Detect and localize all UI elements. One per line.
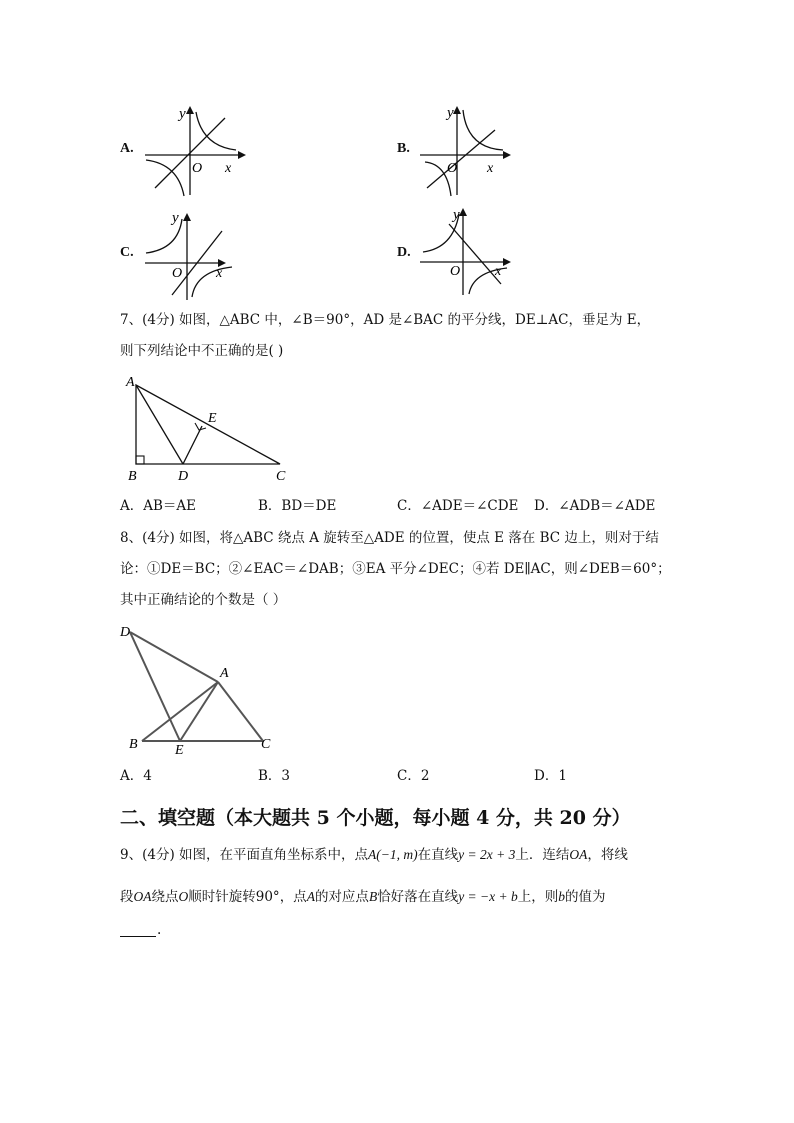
point-d-label: D bbox=[120, 625, 131, 640]
q9-text: 上．连结 bbox=[515, 847, 570, 863]
q9-point-b: B bbox=[368, 889, 378, 904]
q7-option-d[interactable]: D．∠ADB＝∠ADE bbox=[534, 498, 656, 514]
q9-answer-blank[interactable] bbox=[120, 924, 156, 937]
q9-variable-b: b bbox=[558, 889, 566, 904]
x-axis-label: x bbox=[487, 161, 494, 176]
point-a-label: A bbox=[220, 666, 229, 681]
origin-label: O bbox=[447, 161, 458, 176]
point-e-label: E bbox=[208, 411, 217, 426]
q6-option-a-label[interactable]: A. bbox=[120, 141, 134, 156]
x-axis-label: x bbox=[216, 266, 223, 281]
q9-stem-line2 bbox=[120, 890, 606, 905]
q9-angle: 90° bbox=[255, 889, 280, 905]
q8-stem-line3: 其中正确结论的个数是（ ） bbox=[120, 592, 287, 608]
q6-graph-a bbox=[140, 100, 250, 200]
q9-stem-line1 bbox=[120, 848, 628, 863]
q9-text: 9、(4分) 如图，在平面直角坐标系中，点 bbox=[120, 847, 369, 863]
y-axis-label: y bbox=[453, 207, 460, 223]
q7-stem-line1: 7、(4分) 如图，△ABC 中，∠B＝90°，AD 是∠BAC 的平分线，DE⊥AC，垂足为 E， bbox=[120, 312, 651, 328]
q6-option-d-label[interactable]: D. bbox=[397, 245, 411, 260]
q8-option-b[interactable]: B．3 bbox=[258, 768, 291, 784]
q7-option-b[interactable]: B．BD＝DE bbox=[258, 498, 337, 514]
q8-option-a[interactable]: A．4 bbox=[120, 768, 152, 784]
q6-graph-d bbox=[415, 200, 525, 300]
point-a-label: A bbox=[126, 375, 135, 390]
q9-text: 恰好落在直线 bbox=[377, 889, 459, 905]
q9-line-equation-2: y = −x + b bbox=[458, 889, 518, 904]
origin-label: O bbox=[172, 266, 183, 281]
q6-option-c-label[interactable]: C. bbox=[120, 245, 134, 260]
q8-rotation-figure bbox=[118, 620, 283, 760]
q6-option-b-label[interactable]: B. bbox=[397, 141, 410, 156]
x-axis-label: x bbox=[225, 161, 232, 176]
point-b-label: B bbox=[129, 737, 138, 752]
q9-text: 段 bbox=[120, 889, 134, 905]
q8-option-d[interactable]: D．1 bbox=[534, 768, 567, 784]
q7-option-c[interactable]: C．∠ADE＝∠CDE bbox=[397, 498, 519, 514]
q9-segment-oa: OA bbox=[569, 847, 588, 862]
q9-period: . bbox=[157, 922, 162, 938]
point-c-label: C bbox=[261, 737, 271, 752]
q9-text: ，将线 bbox=[587, 847, 628, 863]
x-axis-label: x bbox=[495, 264, 502, 279]
q9-text: 上，则 bbox=[517, 889, 559, 905]
q8-option-c[interactable]: C．2 bbox=[397, 768, 430, 784]
q9-point-o: O bbox=[178, 889, 189, 904]
origin-label: O bbox=[192, 161, 203, 176]
q9-text: ，点 bbox=[279, 889, 307, 905]
section-2-title: 二、填空题（本大题共 5 个小题，每小题 4 分，共 20 分） bbox=[120, 807, 631, 829]
y-axis-label: y bbox=[447, 105, 454, 121]
point-c-label: C bbox=[276, 469, 286, 484]
origin-label: O bbox=[450, 264, 461, 279]
q9-point-a: A(−1, m) bbox=[368, 847, 418, 862]
q8-stem-line2: 论：①DE＝BC；②∠EAC＝∠DAB；③EA 平分∠DEC；④若 DE∥AC，则∠DEB＝60°； bbox=[120, 561, 671, 577]
q9-text: 顺时针旋转 bbox=[188, 889, 256, 905]
q9-text: 的对应点 bbox=[314, 889, 369, 905]
q8-stem-line1: 8、(4分) 如图，将△ABC 绕点 A 旋转至△ADE 的位置，使点 E 落在 BC 边上，则对于结 bbox=[120, 530, 659, 546]
q7-stem-line2: 则下列结论中不正确的是( ) bbox=[120, 343, 284, 359]
q9-text: 在直线 bbox=[417, 847, 459, 863]
q9-point-a: A bbox=[306, 889, 315, 904]
q9-line-equation-1: y = 2x + 3 bbox=[458, 847, 516, 862]
q7-option-a[interactable]: A．AB＝AE bbox=[120, 498, 197, 514]
q6-graph-c bbox=[140, 205, 250, 305]
point-b-label: B bbox=[128, 469, 137, 484]
q9-text: 绕点 bbox=[151, 889, 179, 905]
q6-graph-b bbox=[415, 100, 525, 200]
point-e-label: E bbox=[175, 743, 184, 758]
y-axis-label: y bbox=[172, 210, 179, 226]
q9-text: 的值为 bbox=[565, 889, 606, 905]
q9-segment-oa: OA bbox=[133, 889, 152, 904]
y-axis-label: y bbox=[179, 106, 186, 122]
point-d-label: D bbox=[178, 469, 189, 484]
q7-triangle-figure bbox=[120, 370, 300, 485]
